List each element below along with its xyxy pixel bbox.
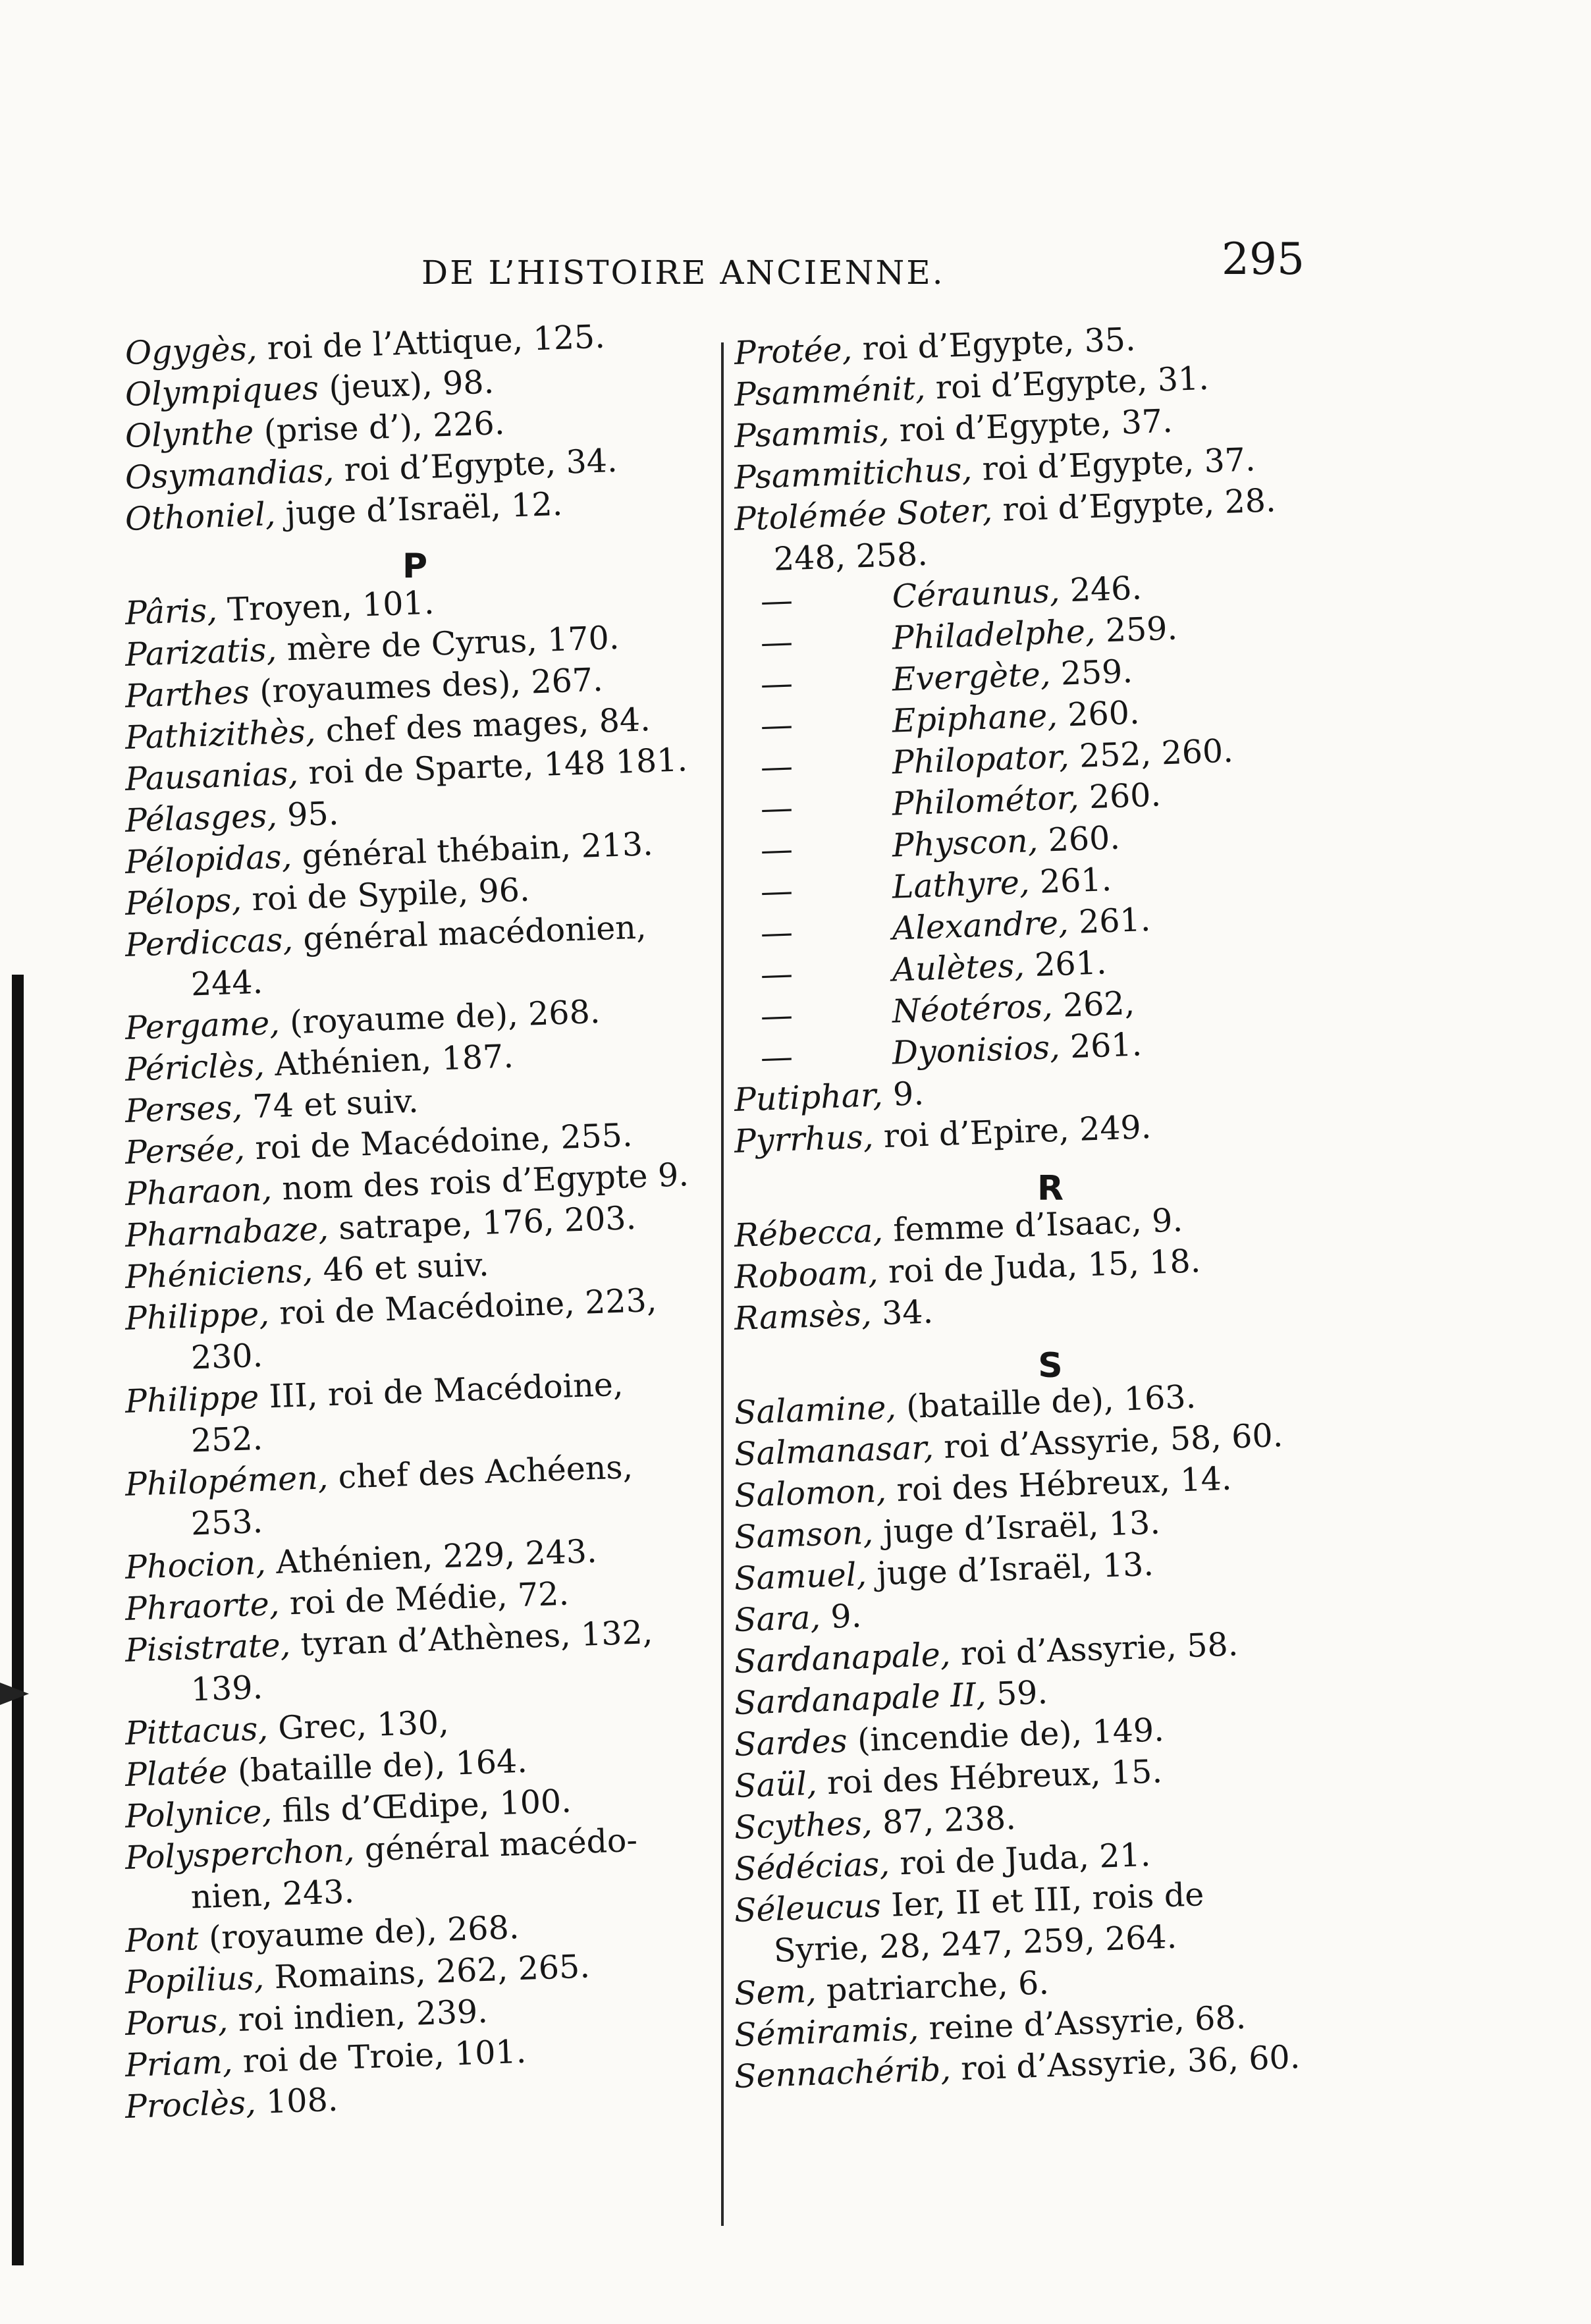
entry-term: Priam, [124, 2043, 234, 2084]
entry-term: Phocion, [124, 1544, 267, 1586]
entry-reference: 95. [276, 794, 340, 834]
entry-term: Sardanapale, [734, 1635, 952, 1681]
entry-reference: roi indien, 239. [227, 1992, 489, 2040]
entry-reference: juge d’Israël, 13. [872, 1503, 1161, 1552]
entry-reference: Ier, II et III, rois de [880, 1876, 1205, 1925]
entry-reference: roi de Juda, 21. [888, 1835, 1152, 1883]
entry-reference: 108. [255, 2080, 339, 2122]
entry-reference: (bataille de), 163. [895, 1378, 1197, 1426]
entry-term: Pisistrate, [124, 1626, 292, 1669]
index-entry-continuation: 139. [190, 1668, 263, 1709]
entry-reference: satrape, 176, 203. [327, 1199, 637, 1248]
entry-term: Pélops, [124, 880, 242, 923]
binding-shadow [12, 975, 24, 2265]
entry-term: Dyonisios, [891, 1028, 1061, 1072]
entry-reference: juge d’Israël, 13. [865, 1545, 1154, 1593]
entry-term: Pausanias, [124, 754, 299, 798]
entry-reference: roi de Macédoine, 255. [244, 1116, 634, 1168]
index-entry-continuation: nien, 243. [190, 1872, 355, 1916]
ditto-dash: — [759, 664, 794, 703]
ditto-dash: — [759, 705, 794, 745]
entry-reference: (royaumes des), 267. [248, 661, 604, 711]
index-entry-continuation: Syrie, 28, 247, 259, 264. [772, 1918, 1178, 1970]
entry-term: Phéniciens, [124, 1252, 313, 1296]
entry-reference: roi des Hébreux, 14. [885, 1459, 1233, 1509]
entry-reference: roi de Sypile, 96. [240, 871, 531, 919]
page-number: 295 [1222, 234, 1305, 284]
entry-term: Polysperchon, [124, 1831, 356, 1877]
entry-term: Samson, [734, 1513, 874, 1556]
entry-reference: roi d’Assyrie, 36, 60. [950, 2038, 1301, 2088]
entry-reference: (royaume de), 268. [279, 992, 601, 1042]
ditto-dash: — [759, 581, 794, 620]
ditto-dash: — [759, 913, 794, 952]
entry-term: Philopémen, [124, 1459, 329, 1503]
entry-term: Physcon, [891, 821, 1039, 865]
entry-term: Philopator, [891, 738, 1070, 782]
entry-reference: 259. [1050, 652, 1133, 693]
entry-reference: (prise d’), 226. [253, 404, 506, 451]
index-entry-continuation: 244. [190, 963, 263, 1004]
index-entry-continuation: 252. [190, 1419, 263, 1460]
entry-term: Parthes [124, 673, 250, 715]
entry-reference: reine d’Assyrie, 68. [918, 1998, 1247, 2048]
entry-reference: chef des Achéens, [327, 1448, 634, 1497]
ditto-dash: — [759, 788, 794, 828]
entry-term: Sem, [734, 1972, 817, 2013]
entry-term: Rébecca, [734, 1212, 884, 1255]
entry-term: Proclès, [124, 2084, 257, 2126]
entry-reference: général macédo- [354, 1821, 638, 1869]
entry-term: Pergame, [124, 1004, 281, 1047]
entry-reference: 260. [1037, 819, 1121, 859]
index-entry-continuation: 248, 258. [772, 535, 929, 578]
entry-term: Psammis, [734, 412, 890, 455]
entry-term: Psamménit, [734, 369, 927, 414]
ditto-dash: — [759, 1037, 794, 1077]
entry-reference: roi d’Egypte, 34. [333, 441, 618, 489]
entry-reference: roi de Médie, 72. [279, 1575, 570, 1623]
entry-reference: Athénien, 187. [263, 1037, 514, 1084]
entry-reference: 261. [1029, 861, 1113, 902]
entry-reference: roi d’Assyrie, 58, 60. [932, 1416, 1284, 1467]
entry-reference: 261. [1067, 900, 1152, 942]
entry-term: Sédécias, [734, 1845, 890, 1888]
entry-reference: roi de Sparte, 148 181. [297, 741, 688, 792]
entry-term: Pélopidas, [124, 838, 293, 881]
entry-term: Protée, [734, 330, 853, 372]
entry-reference: 260. [1056, 693, 1141, 734]
index-entry-continuation: 230. [190, 1336, 263, 1377]
section-letter: S [1038, 1346, 1063, 1386]
entry-term: Salmanasar, [734, 1428, 934, 1473]
entry-term: Philippe, [124, 1295, 270, 1338]
ditto-dash: — [759, 747, 794, 786]
entry-term: Parizatis, [124, 630, 278, 674]
index-column-left [124, 317, 738, 2128]
entry-term: Saül, [734, 1764, 818, 1805]
entry-reference: Athénien, 229, 243. [265, 1532, 598, 1582]
entry-term: Sara, [734, 1598, 821, 1639]
entry-reference: (jeux), 98. [317, 363, 495, 407]
entry-term: Polynice, [124, 1793, 273, 1835]
entry-term: Philométor, [891, 778, 1080, 823]
entry-term: Salamine, [734, 1388, 897, 1432]
entry-term: Phraorte, [124, 1584, 281, 1628]
entry-term: Ptolémée Soter, [734, 491, 994, 538]
entry-reference: 9. [819, 1597, 863, 1636]
entry-reference: roi d’Assyrie, 58. [950, 1625, 1239, 1673]
entry-term: Psammitichus, [734, 450, 973, 497]
entry-reference: (incendie de), 149. [846, 1711, 1165, 1760]
entry-term: Pharaon, [124, 1170, 273, 1213]
index-entry-continuation: 253. [190, 1502, 263, 1543]
entry-term: Sennachérib, [734, 2050, 952, 2095]
entry-term: Lathyre, [891, 863, 1031, 906]
entry-reference: nom des rois d’Egypte 9. [271, 1156, 689, 1208]
entry-reference: roi des Hébreux, 15. [816, 1752, 1163, 1802]
entry-reference: général macédonien, [292, 908, 647, 959]
entry-reference: roi d’Egypte, 37. [888, 402, 1173, 450]
entry-reference: tyran d’Athènes, 132, [290, 1613, 654, 1664]
entry-term: Pathizithès, [124, 712, 317, 757]
entry-term: Céraunus, [891, 572, 1061, 616]
entry-term: Philippe [124, 1378, 260, 1420]
entry-term: Samuel, [734, 1555, 867, 1598]
entry-reference: (bataille de), 164. [227, 1742, 528, 1791]
entry-reference: roi d’Egypte, 28. [992, 481, 1277, 529]
entry-term: Périclès, [124, 1046, 265, 1089]
entry-term: Néotéros, [891, 987, 1054, 1031]
entry-reference: III, roi de Macédoine, [258, 1365, 624, 1416]
entry-reference: juge d’Israël, 12. [275, 485, 564, 533]
entry-term: Sardes [734, 1722, 848, 1764]
entry-reference: Troyen, 101. [216, 583, 435, 630]
entry-reference: roi de l’Attique, 125. [256, 317, 606, 367]
entry-term: Osymandias, [124, 451, 335, 497]
entry-term: Pharnabaze, [124, 1210, 329, 1255]
entry-term: Popilius, [124, 1959, 265, 2001]
ditto-dash: — [759, 871, 794, 911]
entry-term: Scythes, [734, 1804, 873, 1847]
entry-reference: roi d’Egypte, 37. [971, 441, 1256, 489]
entry-term: Perdiccas, [124, 921, 294, 964]
ditto-dash: — [759, 954, 794, 994]
entry-term: Sémiramis, [734, 2010, 920, 2054]
entry-term: Pont [124, 1920, 200, 1960]
entry-reference: roi de Juda, 15, 18. [877, 1242, 1202, 1291]
entry-term: Pittacus, [124, 1710, 269, 1752]
entry-term: Philadelphe, [891, 612, 1096, 657]
entry-term: Séleucus [734, 1887, 882, 1930]
ditto-dash: — [759, 996, 794, 1035]
entry-reference: 262, [1052, 984, 1136, 1025]
entry-term: Epiphane, [891, 696, 1058, 740]
entry-term: Evergète, [891, 655, 1052, 699]
entry-reference: roi d’Egypte, 31. [925, 359, 1210, 407]
entry-reference: 261. [1059, 1025, 1143, 1066]
entry-term: Olynthe [124, 413, 255, 455]
entry-reference: chef des mages, 84. [315, 701, 651, 750]
entry-term: Pyrrhus, [734, 1118, 875, 1160]
entry-term: Sardanapale II, [734, 1675, 987, 1722]
entry-term: Persée, [124, 1129, 246, 1172]
entry-reference: roi de Macédoine, 223, [268, 1281, 658, 1333]
running-title: DE L’HISTOIRE ANCIENNE. [421, 254, 945, 292]
entry-term: Platée [124, 1752, 229, 1794]
entry-reference: roi d’Egypte, 35. [851, 320, 1137, 368]
ditto-dash: — [759, 830, 794, 869]
entry-reference: 252, 260. [1068, 732, 1234, 776]
entry-reference: Grec, 130, [267, 1703, 450, 1748]
entry-reference: patriarche, 6. [815, 1964, 1050, 2010]
entry-reference: 259. [1094, 609, 1178, 650]
entry-reference: 261. [1023, 944, 1108, 985]
entry-reference: fils d’Œdipe, 100. [271, 1782, 572, 1831]
entry-term: Roboam, [734, 1253, 879, 1296]
entry-reference: 46 et suiv. [311, 1245, 490, 1290]
section-letter: P [402, 547, 428, 586]
entry-term: Perses, [124, 1088, 243, 1130]
entry-reference: 87, 238. [871, 1799, 1017, 1842]
entry-reference: roi de Troie, 101. [232, 2032, 527, 2081]
entry-reference: roi d’Epire, 249. [873, 1108, 1152, 1156]
entry-term: Porus, [124, 2001, 229, 2043]
entry-term: Pâris, [124, 591, 218, 632]
entry-reference: femme d’Isaac, 9. [882, 1201, 1183, 1250]
ditto-dash: — [759, 622, 794, 662]
entry-reference: 9. [882, 1074, 925, 1114]
entry-term: Othoniel, [124, 495, 277, 538]
entry-term: Ogygès, [124, 330, 258, 372]
entry-reference: mère de Cyrus, 170. [276, 618, 620, 668]
entry-term: Pélasges, [124, 796, 278, 840]
entry-reference: (royaume de), 268. [198, 1908, 520, 1958]
entry-term: Salomon, [734, 1471, 887, 1515]
index-column-right [734, 320, 1366, 2097]
entry-term: Aulètes, [891, 946, 1025, 989]
entry-term: Olympiques [124, 369, 319, 414]
entry-reference: 260. [1078, 776, 1162, 817]
entry-reference: 246. [1059, 569, 1143, 610]
entry-term: Putiphar, [734, 1076, 884, 1119]
entry-reference: général thébain, 213. [291, 825, 654, 876]
entry-reference: Romains, 262, 265. [263, 1947, 591, 1997]
entry-term: Alexandre, [891, 904, 1069, 948]
entry-reference: 59. [985, 1673, 1048, 1714]
entry-reference: 34. [871, 1293, 934, 1333]
entry-term: Ramsès, [734, 1295, 873, 1338]
section-letter: R [1037, 1169, 1064, 1208]
entry-reference: 74 et suiv. [241, 1082, 419, 1126]
